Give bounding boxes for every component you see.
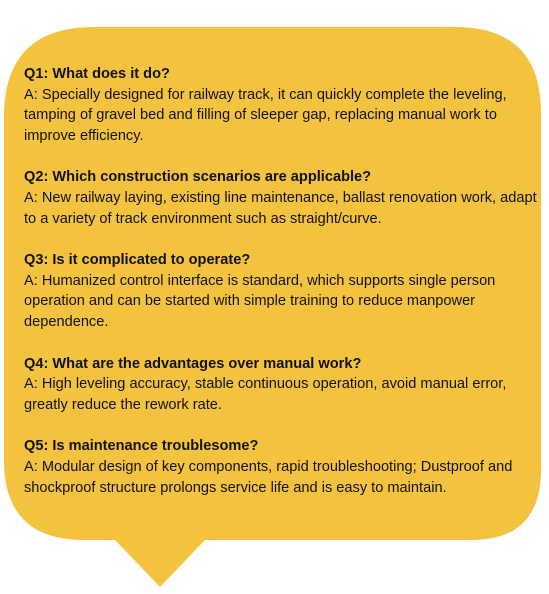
faq-answer: A: Humanized control interface is standard, which supports single person operation and can be started with simple training to reduce manpower dependence. [24, 272, 496, 330]
faq-question: Q4: What are the advantages over manual work? [24, 355, 362, 372]
faq-item-5 [24, 436, 539, 498]
faq-question: Q1: What does it do? [24, 66, 170, 82]
faq-item-4 [24, 354, 539, 416]
faq-question: Q5: Is maintenance troublesome? [24, 438, 259, 455]
faq-answer: A: Modular design of key components, rapid troubleshooting; Dustproof and shockproof structure prolongs service life and is easy to maintain. [24, 458, 513, 496]
faq-item-3 [24, 250, 539, 332]
faq-question: Q2: Which construction scenarios are applicable? [24, 169, 372, 186]
faq-answer: A: New railway laying, existing line maintenance, ballast renovation work, adapt to a variety of track environment such as straight/curve. [24, 189, 537, 227]
faq-answer: A: Specially designed for railway track, it can quickly complete the leveling, tamping of gravel bed and filling of sleeper gap, replacing manual work to improve efficiency. [24, 86, 507, 144]
faq-item-2 [24, 167, 539, 229]
faq-question: Q3: Is it complicated to operate? [24, 252, 251, 269]
faq-list [24, 64, 539, 519]
faq-item-1 [24, 64, 539, 146]
faq-answer: A: High leveling accuracy, stable continuous operation, avoid manual error, greatly reduce the rework rate. [24, 376, 507, 413]
